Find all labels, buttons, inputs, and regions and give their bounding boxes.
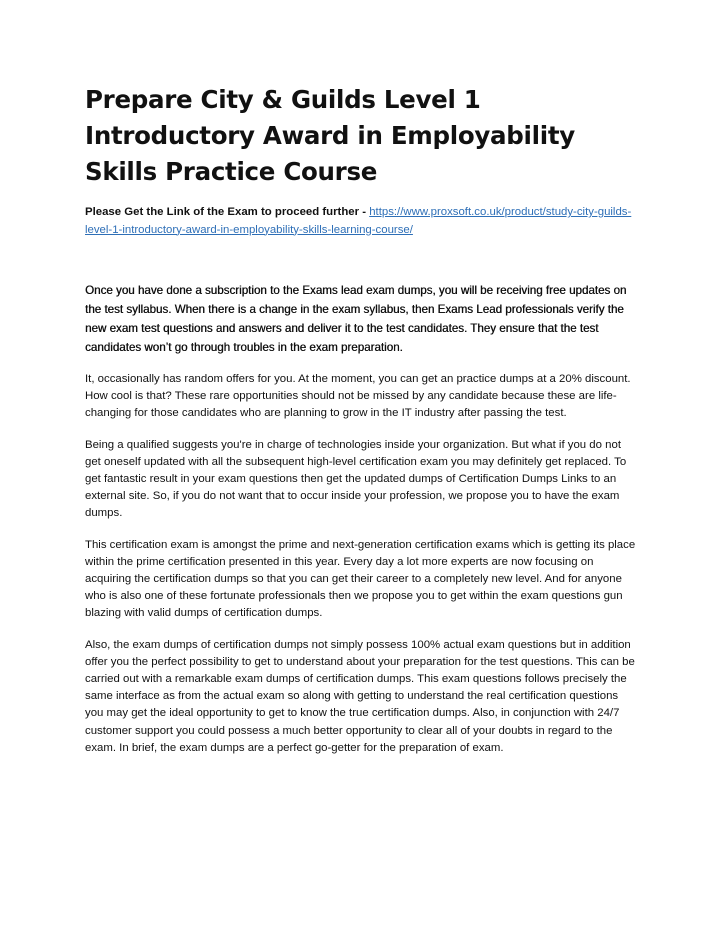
exam-link-line (85, 204, 637, 239)
body-paragraph-offers: It, occasionally has random offers for you. At the moment, you can get an practice dumps at a 20% discount. How cool is that? These rare opportunities should not be missed by any candidate because these are life-changing for those candidates who are planning to grow in the IT industry after passing the test. (85, 373, 631, 420)
body-paragraph-certification: This certification exam is amongst the prime and next-generation certification exams which is getting its place within the prime certification presented in this year. Every day a lot more experts are now focusing on acquiring the certification dumps so that you can get their career to a completely new level. And for anyone who is also one of these fortunate professionals then we propose you to get within the exam questions gun blazing with valid dumps of certification dumps. (85, 538, 636, 620)
link-prompt: Please Get the Link of the Exam to proceed further - (85, 206, 370, 218)
body-paragraph-qualified: Being a qualified suggests you're in charge of technologies inside your organization. But what if you do not get oneself updated with all the subsequent high-level certification exam you may definitely get replaced. To get fantastic result in your exam questions then get the updated dumps of Certification Dumps Links to an external site. So, if you do not want that to occur inside your profession, we propose you to have the exam dumps. (85, 438, 627, 520)
body-paragraph-exam-dumps: Also, the exam dumps of certification dumps not simply possess 100% actual exam questions but in addition offer you the perfect possibility to get to understand about your preparation for the test questions. This can be carried out with a remarkable exam dumps of certification dumps. This exam questions follows precisely the same interface as from the actual exam so along with getting to understand the real certification questions you may get the ideal opportunity to get to know the true certification dumps. Also, in conjunction with 24/7 customer support you could possess a much better opportunity to clear all of your doubts in regard to the exam. In brief, the exam dumps are a perfect go-getter for the preparation of exam. (85, 638, 635, 754)
document-page (85, 82, 637, 757)
intro-paragraph: Once you have done a subscription to the Exams lead exam dumps, you will be receiving free updates on the test syllabus. When there is a change in the exam syllabus, then Exams Lead professionals verify the new exam test questions and answers and deliver it to the test candidates. They ensure that the test candidates won’t go through troubles in the exam preparation. (85, 284, 627, 354)
exam-link[interactable]: https://www.proxsoft.co.uk/product/study-city-guilds-level-1-introductory-award-in-employability-skills-learning-course/ (85, 206, 632, 236)
page-title: Prepare City & Guilds Level 1 Introductory Award in Employability Skills Practice Course (85, 85, 575, 186)
